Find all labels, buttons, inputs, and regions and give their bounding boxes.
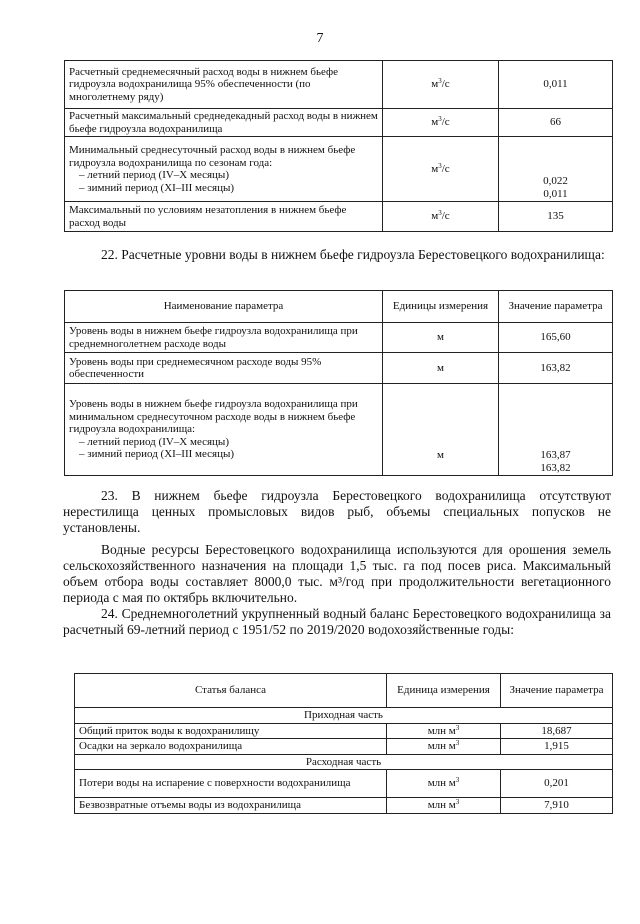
param-cell: Уровень воды при среднемесячном расходе воды 95% обеспеченности — [65, 353, 383, 384]
unit-cell: м — [383, 323, 499, 353]
value-cell: 0,011 — [499, 61, 613, 109]
table-row — [75, 739, 613, 755]
unit-cell: млн $м^3$ — [387, 723, 501, 739]
table-row — [65, 202, 613, 232]
param-cell: Расчетный среднемесячный расход воды в нижнем бьефе гидроузла водохранилища 95% обеспеченности (по многолетнему ряду) — [65, 61, 383, 109]
balance-table — [74, 673, 613, 814]
table-row — [65, 109, 613, 137]
unit-cell: млн $м^3$ — [387, 770, 501, 798]
param-cell: Минимальный среднесуточный расход воды в нижнем бьефе гидроузла водохранилища по сезонам года: – летний период (IV–X месяцы) – зимний период (XI–III месяцы) — [65, 137, 383, 202]
sub-item: – летний период (IV–X месяцы) — [79, 169, 229, 181]
param-cell: Максимальный по условиям незатопления в нижнем бьефе расход воды — [65, 202, 383, 232]
item-cell: Общий приток воды к водохранилищу — [75, 723, 387, 739]
table-row — [75, 798, 613, 814]
section-23: 23. В нижнем бьефе гидроузла Берестовецкого водохранилища отсутствуют нерестилища ценных промысловых видов рыб, объемы специальных попусков не установлены. — [63, 488, 611, 535]
sub-item: – зимний период (XI–III месяцы) — [79, 181, 235, 194]
value-cell: 165,60 — [499, 323, 613, 353]
unit-cell: млн $м^3$ — [387, 798, 501, 814]
expense-section-title: Расходная часть — [75, 754, 613, 770]
table-header — [65, 291, 613, 323]
unit-cell: $м^3/с$ — [383, 137, 499, 202]
table-row — [65, 61, 613, 109]
table-row — [75, 723, 613, 739]
item-cell: Потери воды на испарение с поверхности водохранилища — [75, 770, 387, 798]
table-row — [65, 353, 613, 384]
header-cell: Единицы измерения — [383, 291, 499, 323]
unit-cell: м — [383, 384, 499, 476]
sub-item: – зимний период (XI–III месяцы) — [79, 448, 235, 461]
value-cell: 135 — [499, 202, 613, 232]
value-cell: 0,022 0,011 — [499, 137, 613, 202]
value-cell: 163,87 163,82 — [499, 384, 613, 476]
body-text — [63, 488, 611, 638]
value-cell: 7,910 — [501, 798, 613, 814]
value-cell: 66 — [499, 109, 613, 137]
flow-table — [64, 60, 613, 232]
table-row — [65, 384, 613, 476]
income-section-title: Приходная часть — [75, 708, 613, 724]
section-22: 22. Расчетные уровни воды в нижнем бьефе гидроузла Берестовецкого водохранилища: — [101, 247, 605, 262]
unit-cell: $м^3/с$ — [383, 61, 499, 109]
levels-table — [64, 290, 613, 476]
paragraph-water-use: Водные ресурсы Берестовецкого водохранилища используются для орошения земель сельскохозяйственного назначения на площади 1,5 тыс. га под посев риса. Максимальный объем отбора воды составляет 8000,0 тыс. м³/год при продолжительности вегетационного периода с мая по октябрь включительно. — [63, 542, 611, 605]
table-row — [65, 323, 613, 353]
section-row — [75, 708, 613, 724]
unit-cell: м — [383, 353, 499, 384]
header-cell: Единица измерения — [387, 674, 501, 708]
page-number: 7 — [316, 31, 324, 46]
value-cell: 163,82 — [499, 353, 613, 384]
header-cell: Значение параметра — [501, 674, 613, 708]
item-cell: Осадки на зеркало водохранилища — [75, 739, 387, 755]
item-cell: Безвозвратные отъемы воды из водохранилища — [75, 798, 387, 814]
section-24: 24. Среднемноголетний укрупненный водный баланс Берестовецкого водохранилища за расчетный 69-летний период с 1951/52 по 2019/2020 водохозяйственные годы: — [63, 606, 611, 637]
section-row — [75, 754, 613, 770]
param-cell: Уровень воды в нижнем бьефе гидроузла водохранилища при среднемноголетнем расходе воды — [65, 323, 383, 353]
unit-cell: млн $м^3$ — [387, 739, 501, 755]
unit-cell: $м^3/с$ — [383, 202, 499, 232]
param-cell: Уровень воды в нижнем бьефе гидроузла водохранилища при минимальном среднесуточном расходе воды в нижнем бьефе гидроузла водохранилища: – летний период (IV–X месяцы) – зимний период (XI–III месяцы) — [65, 384, 383, 476]
table-row — [75, 770, 613, 798]
unit-cell: $м^3/с$ — [383, 109, 499, 137]
value-cell: 0,201 — [501, 770, 613, 798]
header-cell: Значение параметра — [499, 291, 613, 323]
value-cell: 18,687 — [501, 723, 613, 739]
header-cell: Статья баланса — [75, 674, 387, 708]
sub-item: – летний период (IV–X месяцы) — [79, 435, 229, 448]
param-cell: Расчетный максимальный среднедекадный расход воды в нижнем бьефе гидроузла водохранилища — [65, 109, 383, 137]
table-header — [75, 674, 613, 708]
value-cell: 1,915 — [501, 739, 613, 755]
table-row — [65, 137, 613, 202]
header-cell: Наименование параметра — [65, 291, 383, 323]
